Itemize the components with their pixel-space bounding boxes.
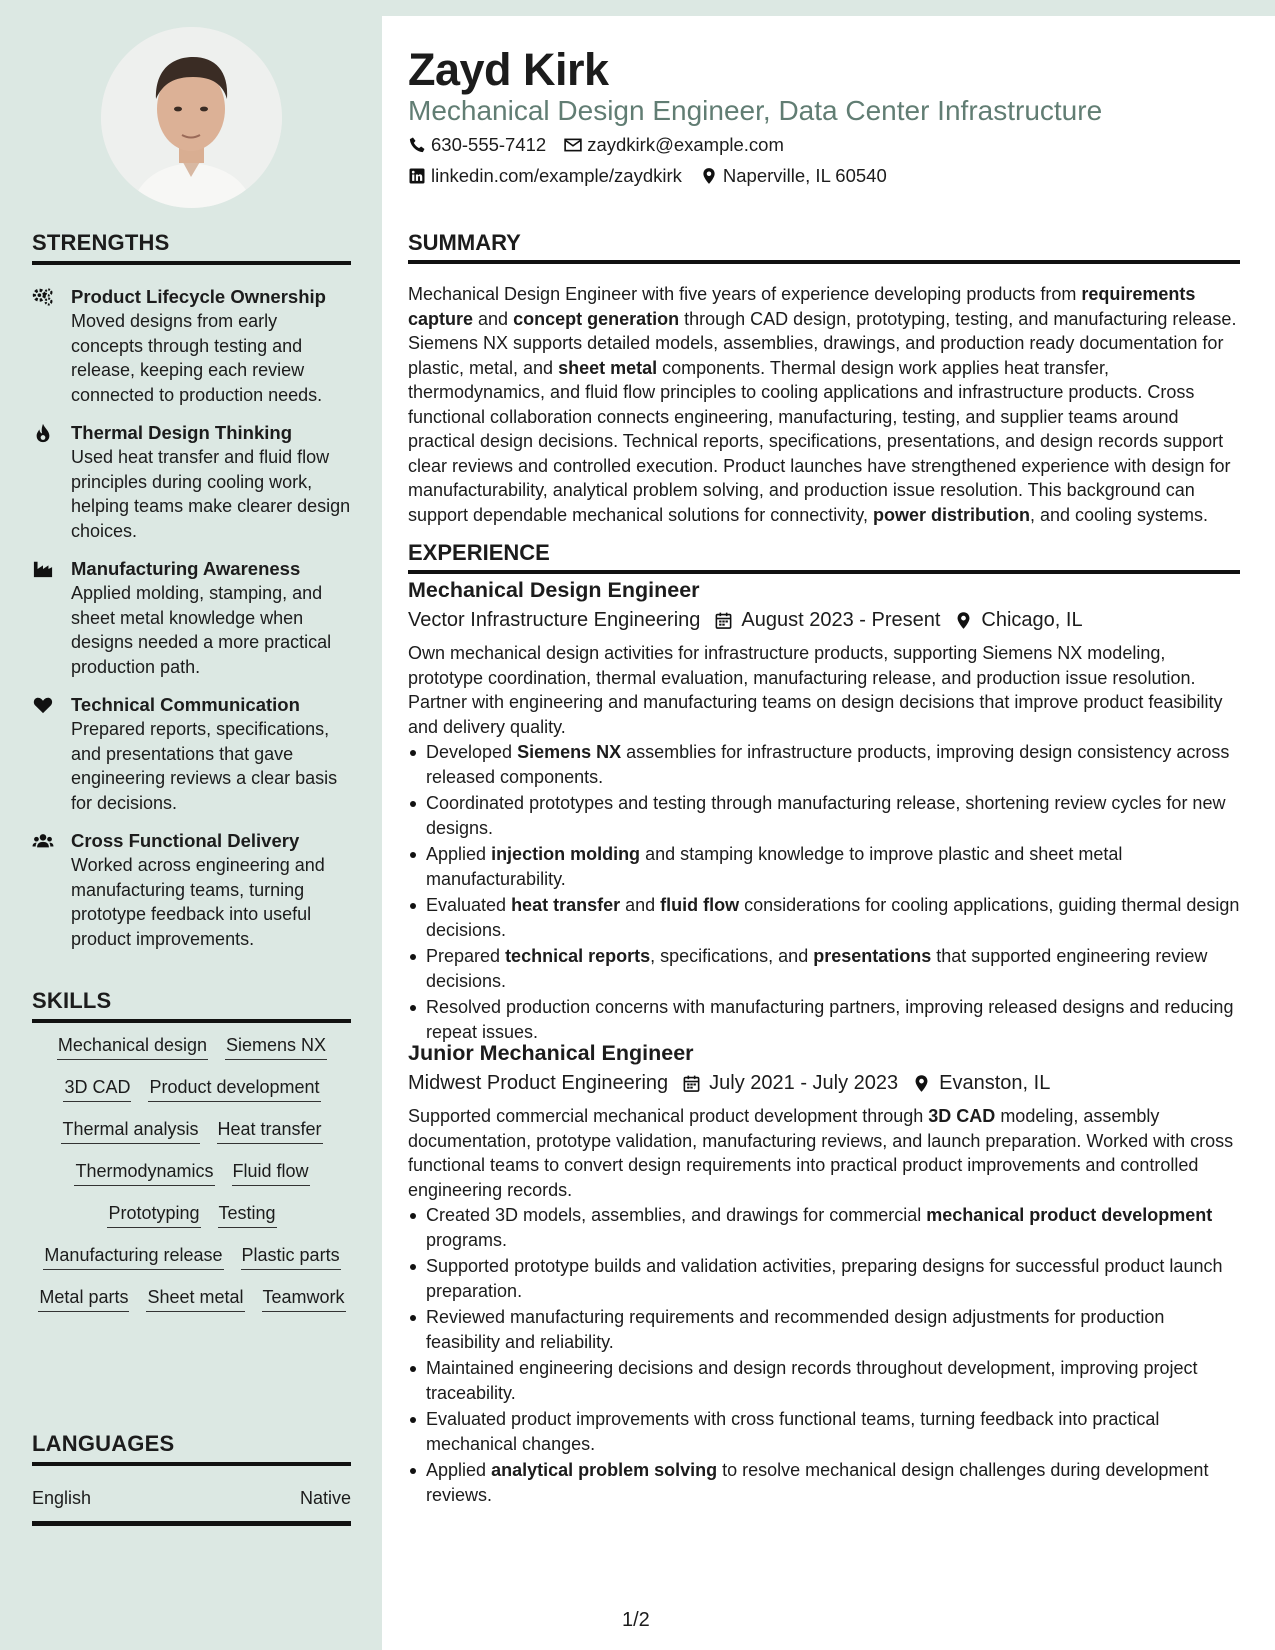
list-item xyxy=(408,1407,1243,1456)
strength-description: Moved designs from early concepts through testing and release, keeping each review connected to production needs. xyxy=(71,311,323,405)
job-meta xyxy=(408,1068,1243,1098)
skills-heading: SKILLS xyxy=(32,988,351,1023)
calendar-icon xyxy=(714,611,741,630)
calendar-icon xyxy=(682,1074,709,1093)
list-item xyxy=(408,1254,1243,1303)
emphasis-text: power distribution xyxy=(872,504,1030,525)
strength-item xyxy=(32,829,352,951)
list-item xyxy=(408,944,1243,993)
text-run: Developed xyxy=(426,742,518,762)
users-icon xyxy=(32,831,56,853)
list-item xyxy=(408,791,1243,840)
skill-tag: Thermal analysis xyxy=(61,1118,199,1144)
job-dates: July 2021 - July 2023 xyxy=(709,1072,899,1094)
strength-item xyxy=(32,421,352,543)
emphasis-text: sheet metal xyxy=(558,357,658,378)
summary-heading: SUMMARY xyxy=(408,230,1240,264)
map-pin-icon xyxy=(912,1074,939,1093)
map-pin-icon xyxy=(954,611,981,630)
skill-tag: Metal parts xyxy=(38,1286,129,1312)
list-item xyxy=(408,1458,1243,1507)
emphasis-text: fluid flow xyxy=(660,895,740,915)
emphasis-text: analytical problem solving xyxy=(491,1460,718,1480)
linkedin-icon xyxy=(408,167,426,185)
text-run: , and cooling systems. xyxy=(1029,504,1209,525)
text-run: programs. xyxy=(426,1229,508,1250)
list-item xyxy=(408,1203,1243,1252)
contact-row xyxy=(408,133,784,157)
strength-title: Thermal Design Thinking xyxy=(71,422,292,443)
job-title: Mechanical Design Engineer xyxy=(408,578,700,602)
strength-item xyxy=(32,285,352,407)
emphasis-text: concept generation xyxy=(513,308,680,329)
emphasis-text: heat transfer xyxy=(511,895,621,915)
text-run: , specifications, and xyxy=(650,946,814,966)
text-run: Evaluated product improvements with cross functional teams, turning feedback into practical mechanical changes. xyxy=(426,1409,1160,1454)
text-run: and xyxy=(473,308,514,329)
contact-row-2 xyxy=(408,164,887,188)
text-run: Own mechanical design activities for infrastructure products, supporting Siemens NX modeling, prototype coordination, thermal evaluation, manufacturing release, and production issue resolution. Partner with engineering and manufacturing teams on design decisions that improve product feasibility and delivery quality. xyxy=(408,643,1223,737)
text-run: Applied xyxy=(426,1460,492,1480)
text-run: Maintained engineering decisions and design records throughout development, improving project traceability. xyxy=(426,1358,1198,1403)
text-run: through CAD design, prototyping, testing, and manufacturing release. Siemens NX supports detailed models, assemblies, drawings, and production ready documentation for plastic, metal, and xyxy=(408,308,1237,378)
candidate-name: Zayd Kirk xyxy=(408,44,609,95)
phone-number[interactable]: 630-555-7412 xyxy=(431,134,547,155)
skill-tag: Testing xyxy=(218,1202,277,1228)
job-description xyxy=(408,641,1243,739)
strength-title: Cross Functional Delivery xyxy=(71,830,300,851)
strength-description: Used heat transfer and fluid flow principles during cooling work, helping teams make clearer design choices. xyxy=(71,447,351,541)
text-run: Mechanical Design Engineer with five years of experience developing products from xyxy=(408,284,1082,304)
skill-tag: Fluid flow xyxy=(232,1160,310,1186)
text-run: components. Thermal design work applies heat transfer, thermodynamics, and fluid flow principles to cooling applications and infrastructure products. Cross functional collaboration connects engineering, manufacturing, testing, and supplier teams around practical design decisions. Technical reports, specifications, presentations, and design records support clear reviews and controlled execution. Product launches have strengthened experience with design for manufacturability, analytical problem solving, and production issue resolution. This background can support dependable mechanical solutions for connectivity, xyxy=(408,357,1231,525)
heart-icon xyxy=(32,695,56,717)
phone-icon xyxy=(408,136,426,154)
job-location: Chicago, IL xyxy=(981,609,1083,631)
text-run: Prepared xyxy=(426,946,506,966)
text-run: considerations for cooling applications, guiding thermal design decisions. xyxy=(426,895,1240,940)
text-run: assemblies for infrastructure products, improving design consistency across released components. xyxy=(426,742,1230,787)
strength-title: Technical Communication xyxy=(71,694,300,715)
list-item xyxy=(408,740,1243,789)
skill-tag: 3D CAD xyxy=(63,1076,131,1102)
list-item xyxy=(408,1356,1243,1405)
language-level: Native xyxy=(299,1488,351,1508)
strengths-heading: STRENGTHS xyxy=(32,230,351,265)
page-number: 1/2 xyxy=(622,1609,650,1631)
emphasis-text: injection molding xyxy=(491,844,641,864)
skill-tag: Siemens NX xyxy=(225,1034,327,1060)
text-run: Supported commercial mechanical product development through xyxy=(408,1106,929,1126)
text-run: Reviewed manufacturing requirements and recommended design adjustments for production feasibility and reliability. xyxy=(426,1307,1165,1352)
skill-tag: Product development xyxy=(148,1076,320,1102)
emphasis-text: mechanical product development xyxy=(926,1205,1213,1225)
linkedin-item xyxy=(408,164,682,188)
job-entry xyxy=(408,1039,1243,1509)
text-run: modeling, assembly documentation, prototype validation, manufacturing reviews, and launch preparation. Worked with cross functional teams to convert design requirements into practical product improvements and controlled engineering records. xyxy=(408,1106,1234,1200)
skills-list xyxy=(32,1034,352,1312)
email-item xyxy=(564,133,784,157)
job-title: Junior Mechanical Engineer xyxy=(408,1041,694,1065)
text-run: Supported prototype builds and validation activities, preparing designs for successful product launch preparation. xyxy=(426,1256,1223,1301)
company-name: Vector Infrastructure Engineering xyxy=(408,609,701,631)
envelope-icon xyxy=(564,136,582,154)
profile-photo xyxy=(101,27,282,208)
skill-tag: Sheet metal xyxy=(146,1286,244,1312)
languages-heading: LANGUAGES xyxy=(32,1431,351,1466)
text-run: to resolve mechanical design challenges during development reviews. xyxy=(426,1460,1209,1505)
strength-item xyxy=(32,557,352,679)
experience-heading: EXPERIENCE xyxy=(408,540,1240,574)
emphasis-text: technical reports xyxy=(505,946,651,966)
text-run: Coordinated prototypes and testing through manufacturing release, shortening review cycles for new designs. xyxy=(426,793,1226,838)
phone-item xyxy=(408,133,546,157)
candidate-headline: Mechanical Design Engineer, Data Center Infrastructure xyxy=(408,95,1103,126)
main-content xyxy=(382,16,1275,1650)
job-bullets xyxy=(408,1203,1243,1507)
list-item xyxy=(408,893,1243,942)
list-item xyxy=(408,842,1243,891)
strength-description: Prepared reports, specifications, and presentations that gave engineering reviews a clear basis for decisions. xyxy=(71,719,338,813)
job-meta xyxy=(408,605,1243,635)
list-item xyxy=(408,1305,1243,1354)
skill-tag: Teamwork xyxy=(262,1286,346,1312)
text-run: Applied xyxy=(426,844,492,864)
text-run: that supported engineering review decisions. xyxy=(426,946,1208,991)
job-description xyxy=(408,1104,1243,1202)
flame-icon xyxy=(32,423,56,445)
emphasis-text: presentations xyxy=(813,946,932,966)
language-row xyxy=(32,1488,351,1526)
strength-description: Worked across engineering and manufacturing teams, turning prototype feedback into useful product improvements. xyxy=(71,855,325,949)
gears-icon xyxy=(32,287,56,309)
skill-tag: Prototyping xyxy=(107,1202,200,1228)
text-run: Created 3D models, assemblies, and drawings for commercial xyxy=(426,1205,927,1225)
location-item xyxy=(700,164,887,188)
job-location: Evanston, IL xyxy=(939,1072,1051,1094)
strength-description: Applied molding, stamping, and sheet metal knowledge when designs needed a more practical production path. xyxy=(71,583,332,677)
strengths-list xyxy=(32,285,352,965)
skill-tag: Heat transfer xyxy=(217,1118,323,1144)
skill-tag: Plastic parts xyxy=(241,1244,341,1270)
text-run: and stamping knowledge to improve plastic and sheet metal manufacturability. xyxy=(426,844,1123,889)
text-run: and xyxy=(620,895,661,915)
emphasis-text: 3D CAD xyxy=(928,1106,996,1126)
skill-tag: Mechanical design xyxy=(57,1034,208,1060)
skill-tag: Thermodynamics xyxy=(74,1160,214,1186)
job-entry xyxy=(408,576,1243,1046)
strength-title: Manufacturing Awareness xyxy=(71,558,301,579)
summary-text xyxy=(408,282,1240,527)
emphasis-text: requirements capture xyxy=(408,284,1196,329)
sidebar xyxy=(0,0,382,1650)
strength-title: Product Lifecycle Ownership xyxy=(71,286,326,307)
emphasis-text: Siemens NX xyxy=(517,742,622,762)
email-link[interactable]: zaydkirk@example.com xyxy=(587,134,784,155)
text-run: Evaluated xyxy=(426,895,512,915)
strength-item xyxy=(32,693,352,815)
text-run: Resolved production concerns with manufacturing partners, improving released designs and reducing repeat issues. xyxy=(426,997,1234,1042)
language-name: English xyxy=(32,1488,92,1508)
job-bullets xyxy=(408,740,1243,1044)
location-text: Naperville, IL 60540 xyxy=(722,165,887,186)
job-dates: August 2023 - Present xyxy=(741,609,941,631)
company-name: Midwest Product Engineering xyxy=(408,1072,669,1094)
list-item xyxy=(408,995,1243,1044)
linkedin-link[interactable]: linkedin.com/example/zaydkirk xyxy=(431,165,682,186)
skill-tag: Manufacturing release xyxy=(43,1244,223,1270)
industry-icon xyxy=(32,559,56,581)
map-pin-icon xyxy=(700,167,718,185)
